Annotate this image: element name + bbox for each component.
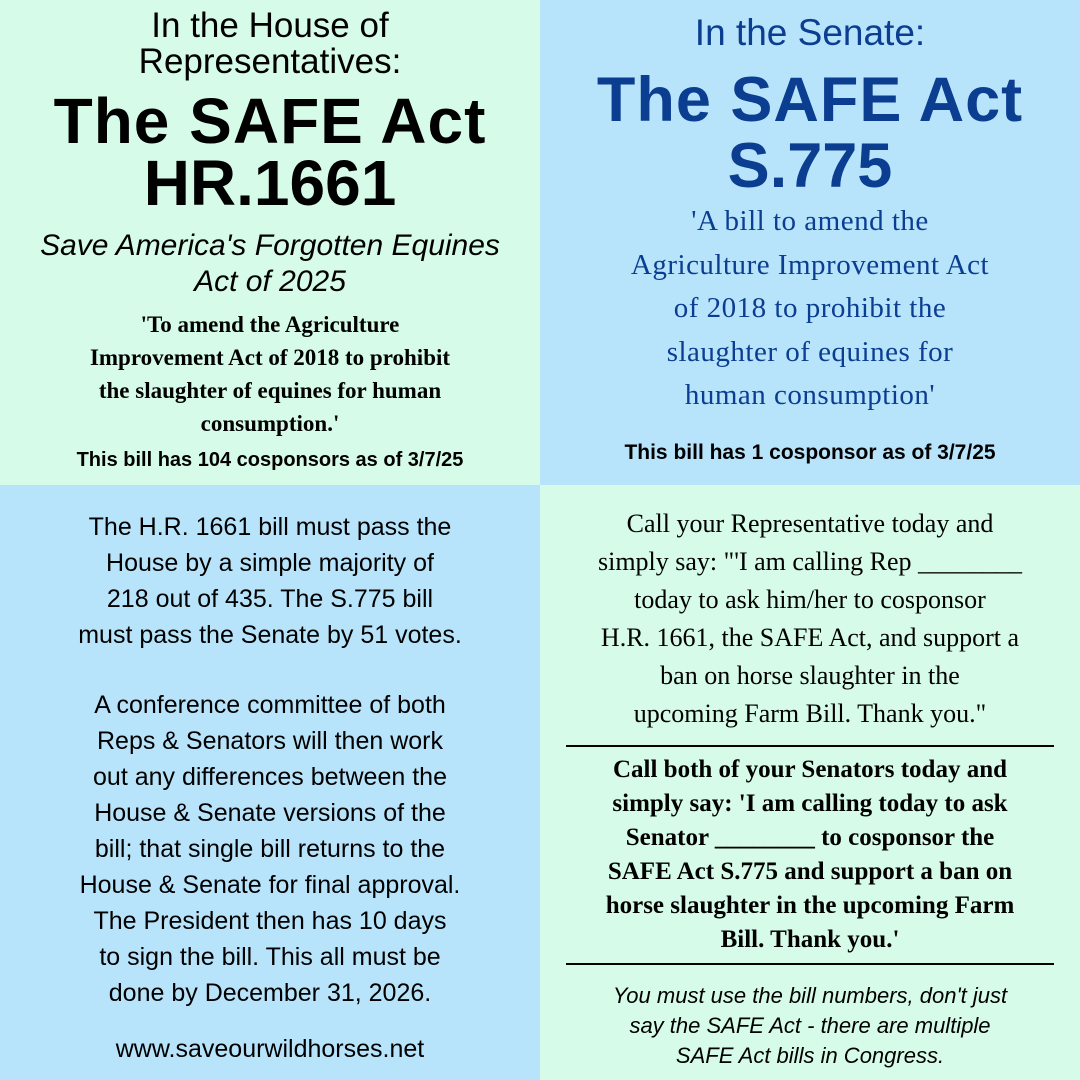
- house-cosponsor-count: This bill has 104 cosponsors as of 3/7/25: [76, 449, 464, 471]
- website-url: www.saveourwildhorses.net: [115, 1035, 425, 1063]
- senate-bill-purpose: 'A bill to amend the Agriculture Improvement Act of 2018 to prohibit the slaughter of equines for human consumption': [630, 205, 990, 411]
- call-senators-script: Call both of your Senators today and simply say: 'I am calling today to ask Senator ________ to cosponsor the SAFE Act S.775 and support a ban on horse slaughter in the upcoming Farm Bill. Thank you.': [605, 756, 1015, 953]
- action-panel: [540, 485, 1080, 1080]
- senate-panel: [540, 0, 1080, 485]
- bill-number-note: You must use the bill numbers, don't just say the SAFE Act - there are multiple SAFE Act bills in Congress.: [612, 983, 1008, 1068]
- process-panel: [0, 485, 540, 1080]
- senate-bill-number: S.775: [727, 131, 893, 201]
- call-representative-script: Call your Representative today and simply say: "'I am calling Rep ________ today to ask him/her to cosponsor H.R. 1661, the SAFE Act, and support a ban on horse slaughter in the upcoming Farm Bill. Thank you.": [597, 509, 1023, 728]
- senate-act-name: The SAFE Act: [596, 65, 1024, 135]
- house-bill-purpose: 'To amend the Agriculture Improvement Act of 2018 to prohibit the slaughter of equines for human consumption.': [89, 312, 451, 436]
- house-bill-number: HR.1661: [143, 147, 397, 219]
- house-act-subtitle: Save America's Forgotten Equines Act of 2025: [40, 229, 500, 298]
- process-paragraph-1: The H.R. 1661 bill must pass the House by a simple majority of 218 out of 435. The S.775 bill must pass the Senate by 51 votes.: [78, 513, 462, 649]
- senate-heading: In the Senate:: [694, 12, 926, 53]
- house-panel: [0, 0, 540, 485]
- process-paragraph-2: A conference committee of both Reps & Senators will then work out any differences between the House & Senate versions of the bill; that single bill returns to the House & Senate for final approval. The President then has 10 days to sign the bill. This all must be done by December 31, 2026.: [79, 691, 461, 1007]
- house-heading: In the House of Representatives:: [138, 6, 402, 81]
- senate-cosponsor-count: This bill has 1 cosponsor as of 3/7/25: [624, 441, 996, 464]
- divider-line: [566, 745, 1054, 747]
- house-act-name: The SAFE Act: [53, 85, 487, 157]
- divider-line: [566, 963, 1054, 965]
